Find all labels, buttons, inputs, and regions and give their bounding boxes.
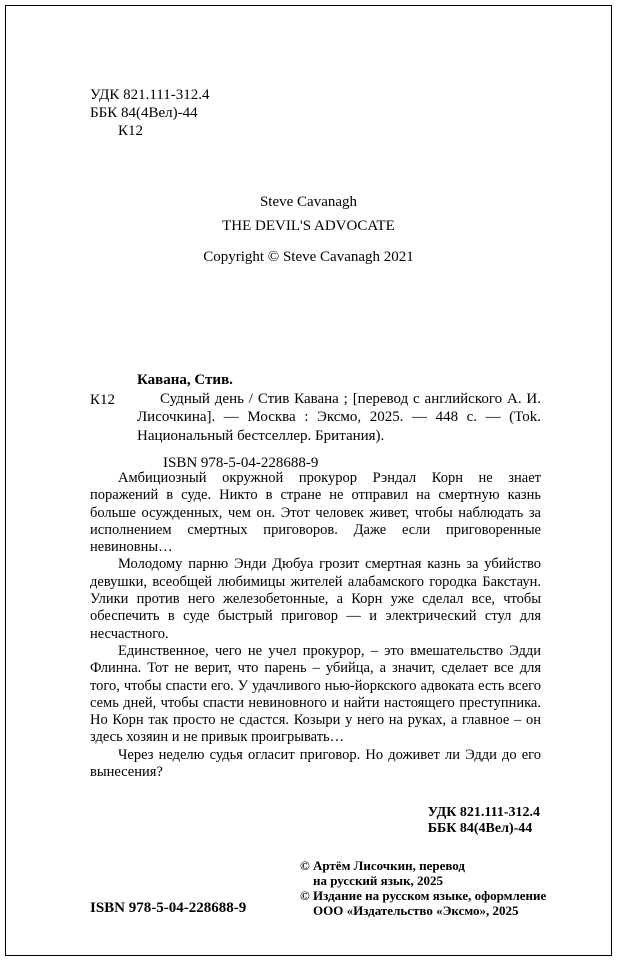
classification-top-block <box>90 86 209 140</box>
bbk-top: ББК 84(4Вел)-44 <box>90 105 198 121</box>
footer-copyright-block <box>300 858 550 918</box>
annotation-paragraph-2: Молодому парню Энди Дюбуа грозит смертная казнь за убийство девушки, всеобщей любимицы жителей алабамского городка Бакстаун. Улики против него железобетонные, а Корн уже сделал все, чтобы обеспечить в суде быстрый приговор — и электрический стул для несчастного. <box>90 556 541 642</box>
classification-right-block <box>428 805 540 837</box>
annotation-paragraph-4: Через неделю судья огласит приговор. Но доживет ли Эдди до его вынесения? <box>90 746 541 781</box>
isbn-bottom: ISBN 978-5-04-228688-9 <box>90 900 247 916</box>
catalog-description: Судный день / Стив Кавана ; [перевод с английского А. И. Лисочкина]. — Москва : Эксмо, 2025. — 448 с. — (Tok. Национальный бестселлер. Британия). <box>137 390 541 444</box>
copyright-publisher-line1: © Издание на русском языке, оформление <box>300 888 547 903</box>
original-author: Steve Cavanagh <box>259 194 358 210</box>
catalog-isbn: ISBN 978-5-04-228688-9 <box>163 455 319 471</box>
copyright-translator-line2: на русский язык, 2025 <box>313 873 444 888</box>
copyright-translator-line1: © Артём Лисочкин, перевод <box>300 858 465 873</box>
original-copyright: Copyright © Steve Cavanagh 2021 <box>203 249 414 265</box>
original-title-block <box>0 190 617 238</box>
annotation-paragraph-3: Единственное, чего не учел прокурор, – это вмешательство Эдди Флинна. Тот не верит, что парень – убийца, а значит, сделает все для того, чтобы спасти его. У удачливого нью-йоркского адвоката есть всего семь дней, чтобы спасти невиновного и найти настоящего преступника. Но Корн так просто не сдастся. Козыри у него на руках, а главное – он здесь хозяин и не привык проигрывать… <box>90 642 541 746</box>
bbk-right: ББК 84(4Вел)-44 <box>427 821 533 836</box>
catalog-margin-code: К12 <box>90 392 116 408</box>
original-title: THE DEVIL'S ADVOCATE <box>222 218 395 234</box>
catalog-author: Кавана, Стив. <box>137 372 233 388</box>
udk-top: УДК 821.111-312.4 <box>90 87 210 103</box>
catalog-entry-block <box>90 371 541 473</box>
annotation-paragraph-1: Амбициозный окружной прокурор Рэндал Корн не знает поражений в суде. Никто в стране не отправил на смертную казнь больше осужденных, чем он. Этот человек живет, чтобы наблюдать за исполнением смертных приговоров. Даже если приговоренные невиновны… <box>90 470 541 556</box>
copyright-publisher-line2: ООО «Издательство «Эксмо», 2025 <box>313 903 519 918</box>
udk-right: УДК 821.111-312.4 <box>427 805 540 820</box>
annotation-block <box>90 470 541 781</box>
book-code-top: К12 <box>118 123 144 139</box>
